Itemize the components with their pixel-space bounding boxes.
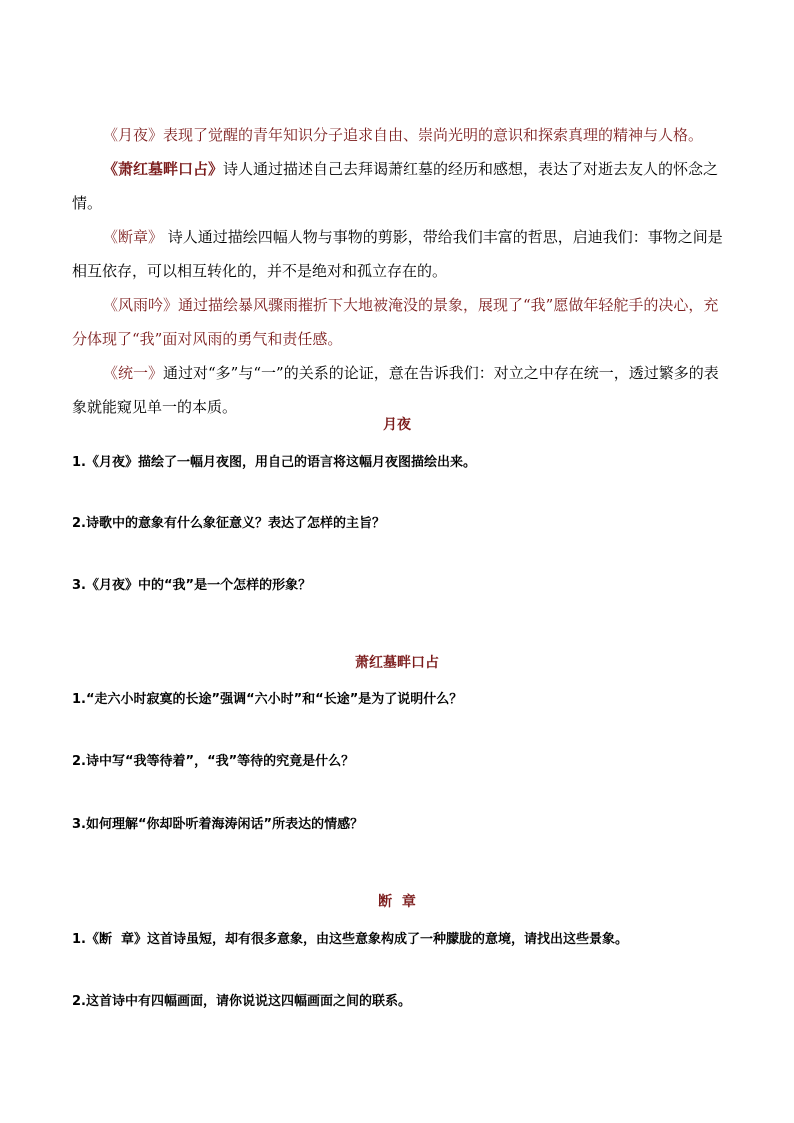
question-item: 1.《断 章》这首诗虽短，却有很多意象，由这些意象构成了一种朦胧的意境，请找出这些景象。 xyxy=(72,932,629,947)
intro-paragraph-xiaohong xyxy=(72,152,732,220)
question-item: 2.诗歌中的意象有什么象征意义？表达了怎样的主旨？ xyxy=(72,516,385,531)
intro-paragraph-fengyuyin xyxy=(72,288,732,356)
work-title: 《风雨吟》 xyxy=(103,296,179,314)
intro-paragraph-yueye xyxy=(72,118,732,152)
question-item: 2.这首诗中有四幅画面，请你说说这四幅画面之间的联系。 xyxy=(72,994,411,1009)
work-summary: 通过对“多”与“一”的关系的论证，意在告诉我们：对立之中存在统一，透过繁多的表象就能窥见单一的本质。 xyxy=(72,364,719,416)
question-item: 2.诗中写“我等待着”，“我”等待的究竟是什么？ xyxy=(72,754,355,769)
work-title: 《萧红墓畔口占》 xyxy=(103,160,224,178)
intro-paragraph-duanzhang xyxy=(72,220,732,288)
work-summary: 诗人通过描绘四幅人物与事物的剪影，带给我们丰富的哲思，启迪我们：事物之间是相互依存，可以相互转化的，并不是绝对和孤立存在的。 xyxy=(72,228,723,280)
work-title: 《断章》 xyxy=(103,228,164,246)
section-title-xiaohong: 萧红墓畔口占 xyxy=(355,655,439,671)
work-title: 《统一》 xyxy=(103,364,164,382)
work-summary: 通过描绘暴风骤雨摧折下大地被淹没的景象，展现了“我”愿做年轻舵手的决心，充分体现了“我”面对风雨的勇气和责任感。 xyxy=(72,296,719,348)
work-title: 《月夜》 xyxy=(103,126,164,144)
question-item: 1.《月夜》描绘了一幅月夜图，用自己的语言将这幅月夜图描绘出来。 xyxy=(72,455,476,470)
question-item: 3.《月夜》中的“我”是一个怎样的形象？ xyxy=(72,578,312,593)
question-item: 3.如何理解“你却卧听着海涛闲话”所表达的情感？ xyxy=(72,817,364,832)
section-title-duanzhang: 断 章 xyxy=(378,894,416,910)
work-summary: 表现了觉醒的青年知识分子追求自由、崇尚光明的意识和探索真理的精神与人格。 xyxy=(163,126,704,144)
question-item: 1.“走六小时寂寞的长途”强调“六小时”和“长途”是为了说明什么？ xyxy=(72,692,463,707)
section-title-yueye: 月夜 xyxy=(383,417,411,433)
work-summary: 诗人通过描述自己去拜谒萧红墓的经历和感想，表达了对逝去友人的怀念之情。 xyxy=(72,160,719,212)
